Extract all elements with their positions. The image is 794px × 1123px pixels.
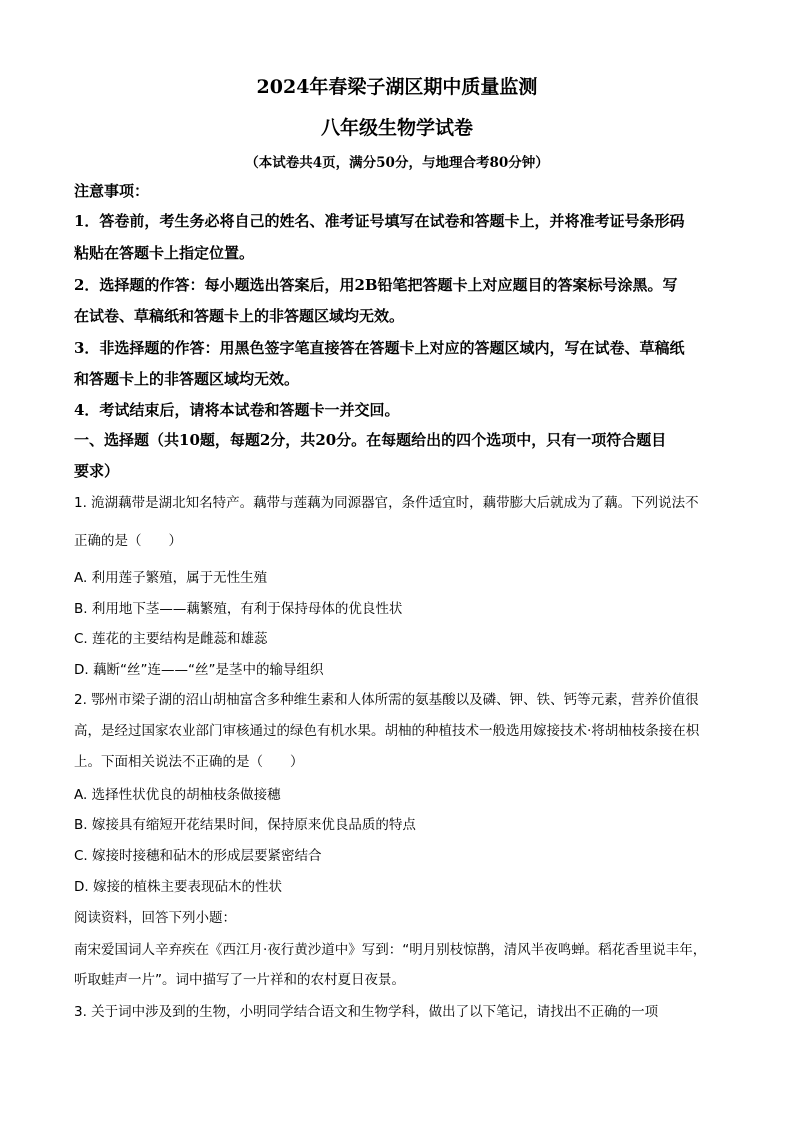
exam-note: （本试卷共4页，满分50分，与地理合考80分钟） [245,155,549,171]
exam-title: 2024年春梁子湖区期中质量监测 [256,76,538,98]
question-1-option-a: A. 利用莲子繁殖，属于无性生殖 [74,570,268,586]
question-2-option-a: A. 选择性状优良的胡柚枝条做接穗 [74,787,281,803]
question-2-stem-cont-1: 高，是经过国家农业部门审核通过的绿色有机水果。胡柚的种植技术一般选用嫁接技术·将胡柚枝条接在枳 [74,723,700,739]
question-2-option-b: B. 嫁接具有缩短开花结果时间，保持原来优良品质的特点 [74,817,416,833]
exam-subtitle: 八年级生物学试卷 [320,117,473,139]
notice-item-1-cont: 粘贴在答题卡上指定位置。 [74,244,255,262]
reading-passage: 南宋爱国词人辛弃疾在《西江月·夜行黄沙道中》写到：“明月别枝惊鹊，清风半夜鸣蝉。稻花香里说丰年， [74,942,707,958]
reading-intro: 阅读资料，回答下列小题： [74,910,236,926]
question-2-option-d: D. 嫁接的植株主要表现砧木的性状 [74,879,282,895]
question-2-option-c: C. 嫁接时接穗和砧木的形成层要紧密结合 [74,848,322,864]
question-2-stem: 2. 鄂州市梁子湖的沼山胡柚富含多种维生素和人体所需的氨基酸以及磷、钾、铁、钙等元素，营养价值很 [74,692,699,708]
notice-item-3: 3．非选择题的作答：用黑色签字笔直接答在答题卡上对应的答题区域内，写在试卷、草稿纸 [74,339,685,357]
notice-item-3-cont: 和答题卡上的非答题区域均无效。 [74,370,300,388]
notice-item-1: 1．答卷前，考生务必将自己的姓名、准考证号填写在试卷和答题卡上，并将准考证号条形码 [74,212,685,230]
question-3-stem: 3. 关于词中涉及到的生物，小明同学结合语文和生物学科，做出了以下笔记，请找出不正确的一项 [74,1004,659,1020]
question-2-stem-cont-2: 上。下面相关说法不正确的是（ ） [74,754,304,770]
section-heading-cont: 要求） [74,462,120,480]
notice-heading: 注意事项： [74,182,150,200]
section-heading: 一、选择题（共10题，每题2分，共20分。在每题给出的四个选项中，只有一项符合题目 [74,431,667,449]
question-1-option-c: C. 莲花的主要结构是雌蕊和雄蕊 [74,631,268,647]
question-1-stem-cont: 正确的是（ ） [74,533,182,549]
question-1-stem: 1. 洈湖藕带是湖北知名特产。藕带与莲藕为同源器官，条件适宜时，藕带膨大后就成为了藕。下列说法不 [74,495,699,511]
notice-item-2: 2．选择题的作答：每小题选出答案后，用2B铅笔把答题卡上对应题目的答案标号涂黑。写 [74,276,678,294]
question-1-option-b: B. 利用地下茎——藕繁殖，有利于保持母体的优良性状 [74,601,403,617]
reading-passage-cont: 听取蛙声一片”。词中描写了一片祥和的农村夏日夜景。 [74,972,405,988]
question-1-option-d: D. 藕断“丝”连——“丝”是茎中的输导组织 [74,662,324,678]
notice-item-4: 4．考试结束后，请将本试卷和答题卡一并交回。 [74,401,400,419]
notice-item-2-cont: 在试卷、草稿纸和答题卡上的非答题区域均无效。 [74,307,405,325]
